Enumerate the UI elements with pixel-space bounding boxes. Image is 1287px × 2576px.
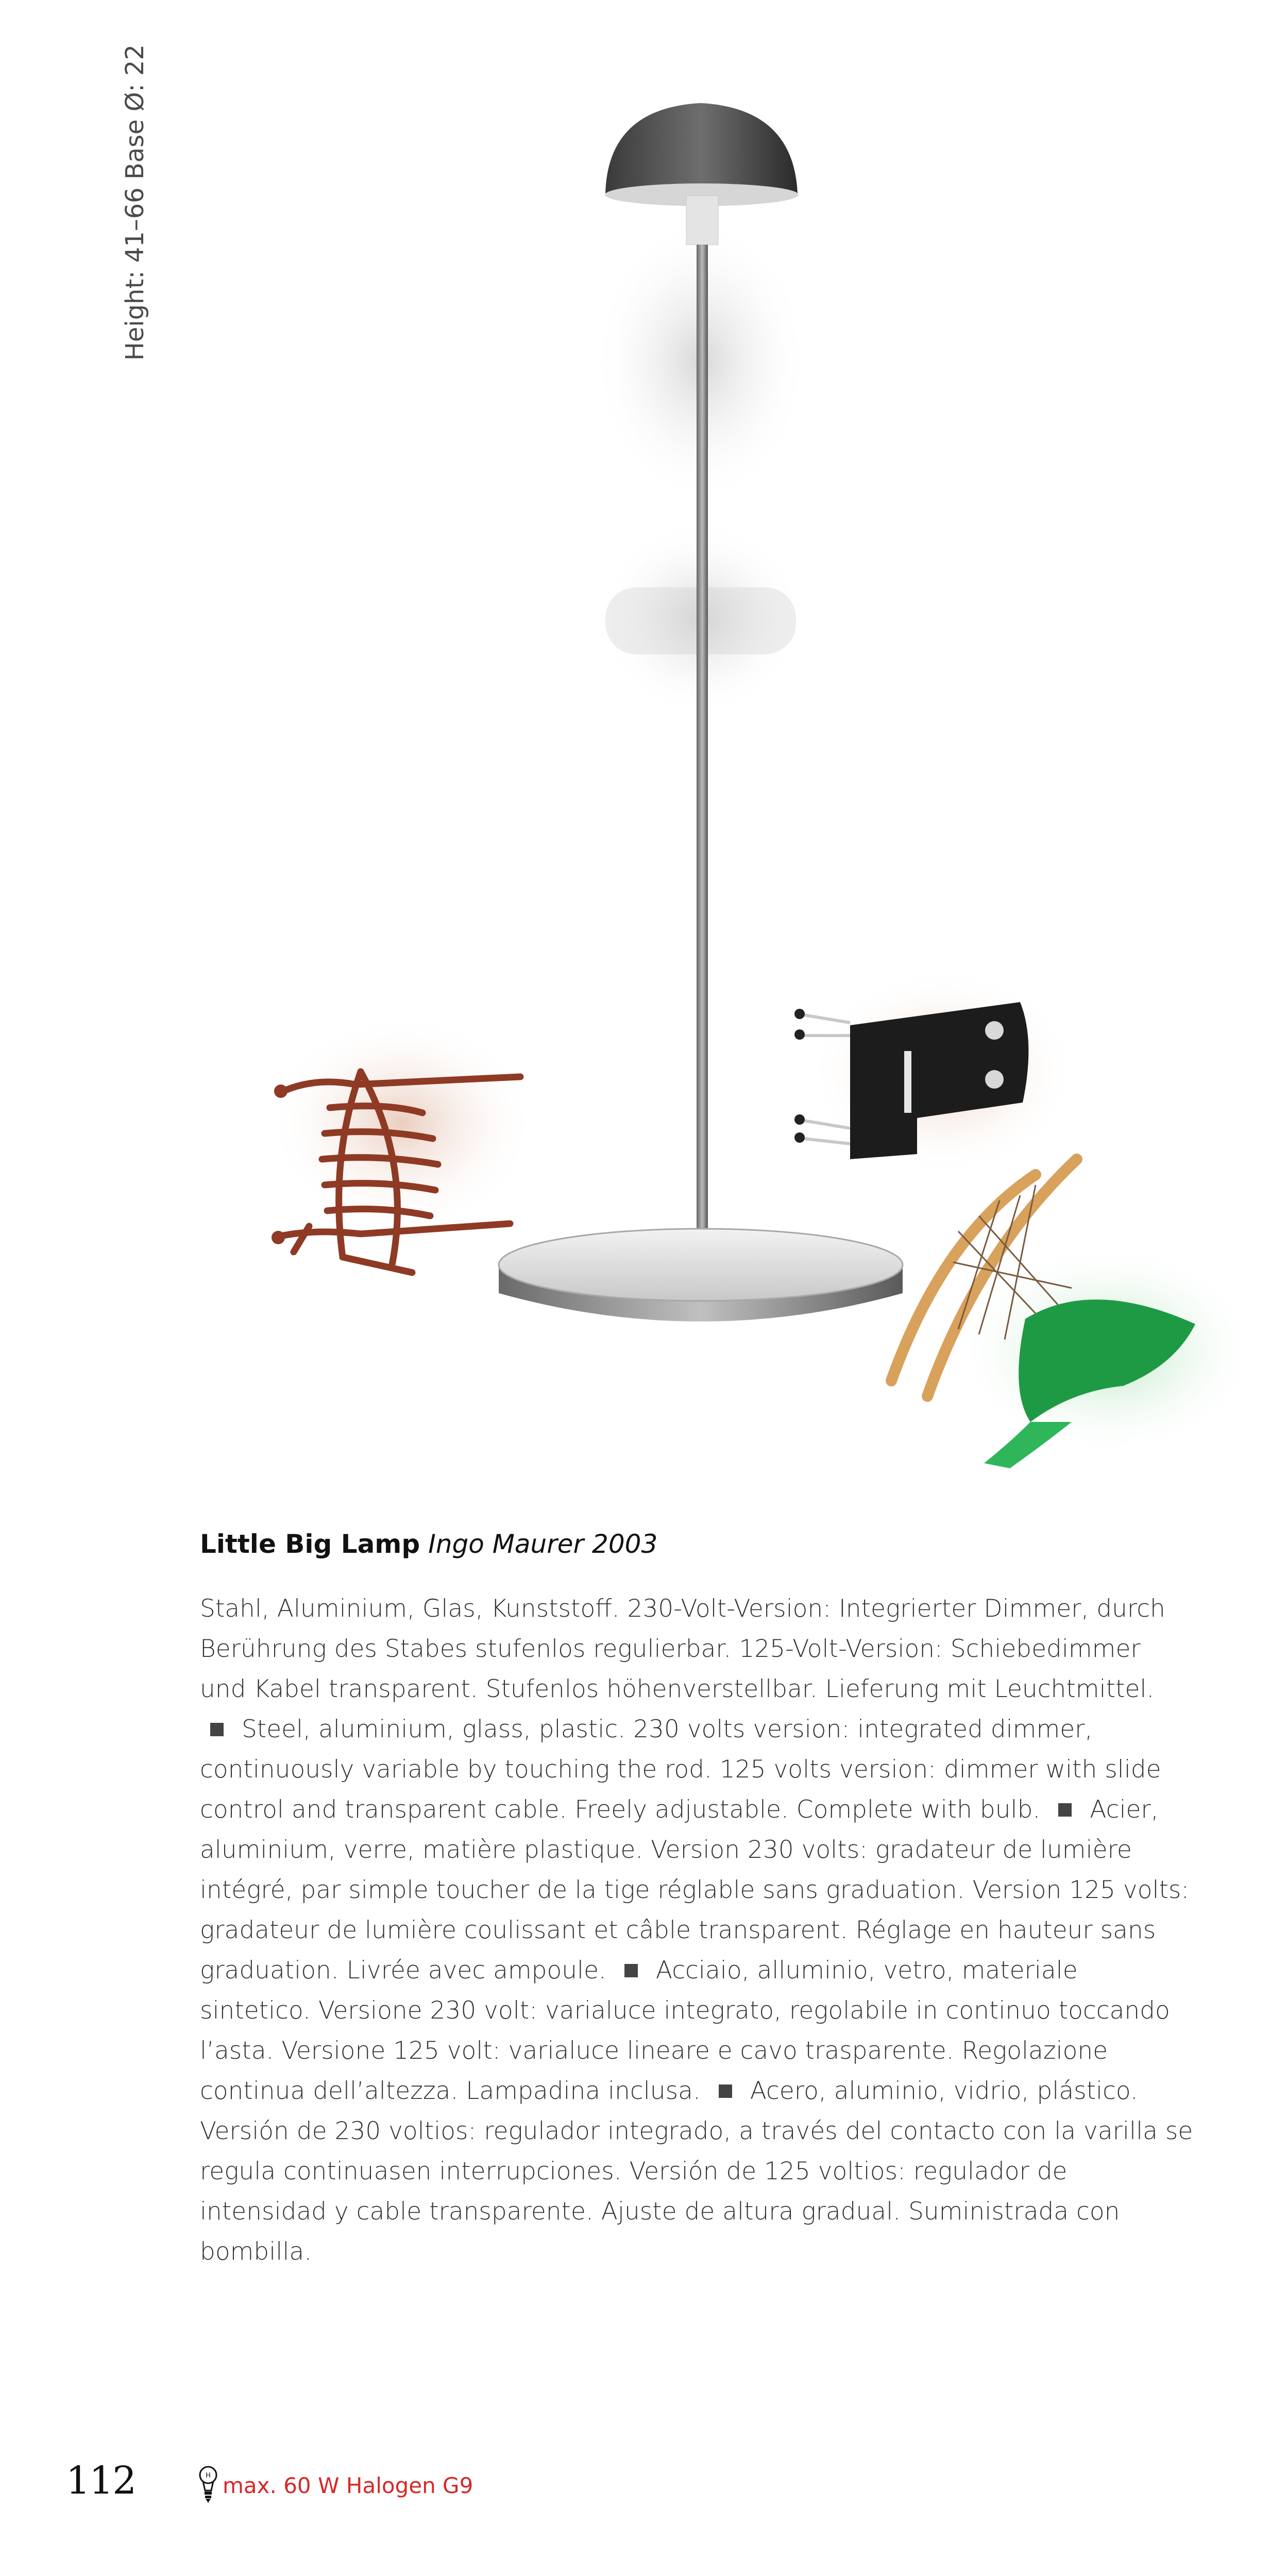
page-number: 112 [66, 2459, 136, 2503]
product-title [200, 1529, 657, 1559]
separator-square-icon [624, 1964, 638, 1977]
wattage-label: max. 60 W Halogen G9 [223, 2473, 473, 2498]
green-rocking-chair [891, 1159, 1262, 1468]
product-designer-year: Ingo Maurer 2003 [428, 1529, 658, 1559]
description-english: Steel, aluminium, glass, plastic. 230 volts version: integrated dimmer, continuously variable by touching the rod. 125 volts version: dimmer with slide control and transparent cable. Freely adjustable. Complete with bulb. [200, 1715, 1161, 1824]
product-name: Little Big Lamp [200, 1529, 420, 1559]
wire-chair [268, 1015, 536, 1273]
dimensions-text: Height: 41–66 Base Ø: 22 [121, 44, 149, 361]
description-french: Acier, aluminium, verre, matière plastique. Version 230 volts: gradateur de lumière intégré, par simple toucher de la tige réglable sans graduation. Version 125 volts: gradateur de lumière coulissant et câble transparent. Réglage en hauteur sans graduation. Livrée avec ampoule. [200, 1795, 1190, 1985]
separator-square-icon [1058, 1803, 1072, 1817]
description-italian: Acciaio, alluminio, vetro, materiale sintetico. Versione 230 volt: varialuce integrato, regolabile in continuo toccando l’asta. Versione 125 volt: varialuce lineare e cavo trasparente. Regolazione continua dell’altezza. Lampadina inclusa. [200, 1956, 1170, 2105]
description-german: Stahl, Aluminium, Glas, Kunststoff. 230-Volt-Version: Integrierter Dimmer, durch Berührung des Stabes stufenlos regulierbar. 125-Volt-Version: Schiebedimmer und Kabel transparent. Stufenlos höhenverstellbar. Lieferung mit Leuchtmittel. [200, 1595, 1165, 1703]
separator-square-icon [210, 1723, 224, 1736]
description-spanish: Acero, aluminio, vidrio, plástico. Versión de 230 voltios: regulador integrado, a través del contacto con la varilla se regula continuasen interrupciones. Versión de 125 voltios: regulador de intensidad y cable transparente. Ajuste de altura gradual. Suministrada con bombilla. [200, 2077, 1193, 2266]
separator-square-icon [719, 2084, 732, 2098]
svg-text:H: H [206, 2472, 211, 2480]
bulb-icon [198, 2465, 218, 2504]
black-device [794, 969, 1077, 1175]
product-description [200, 1589, 1194, 2272]
